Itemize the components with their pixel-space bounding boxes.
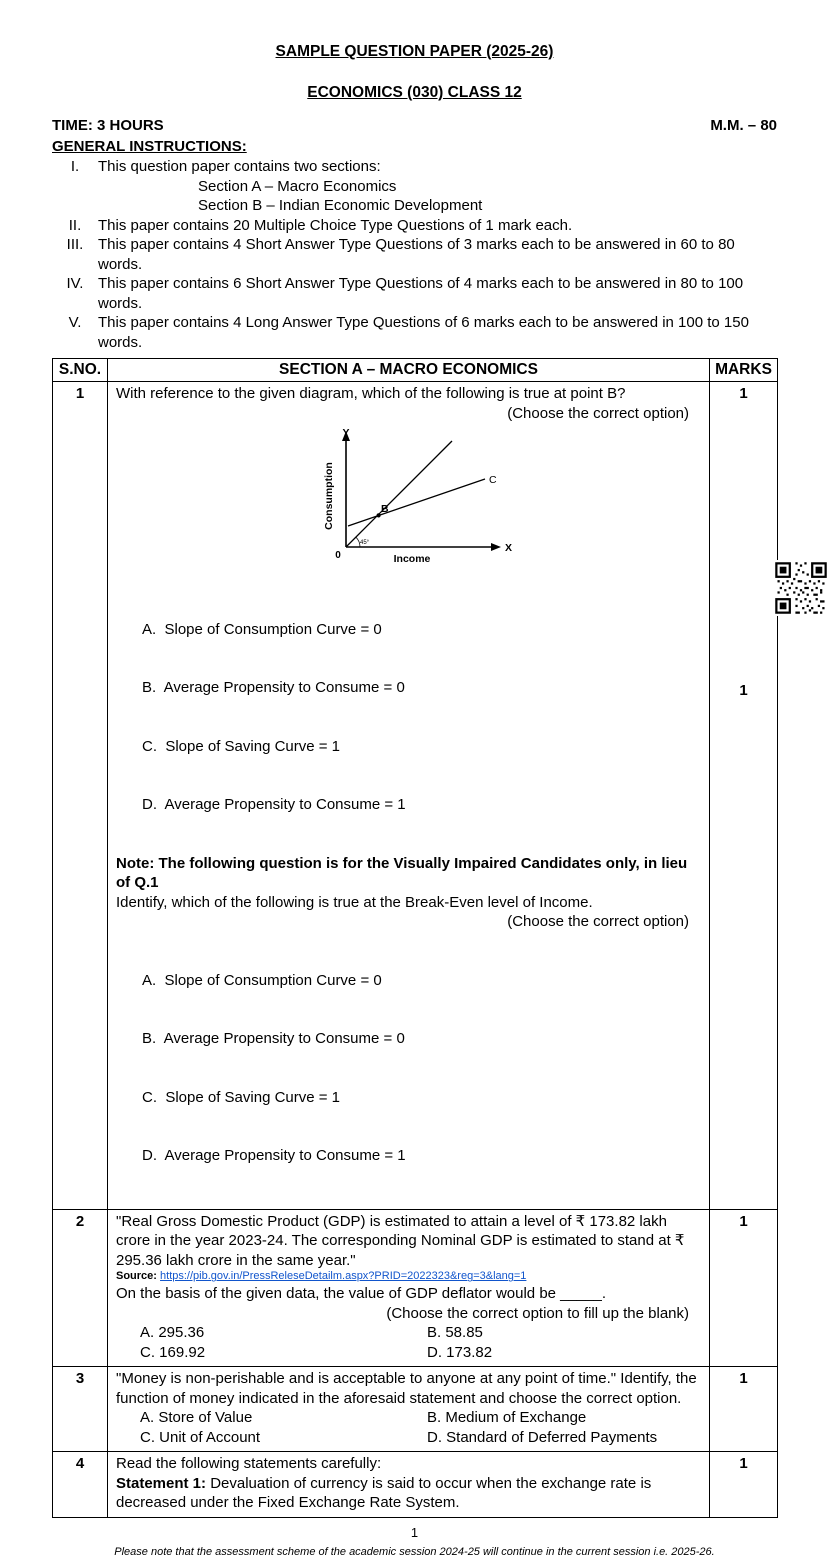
instruction-item (52, 313, 777, 352)
statement-1 (116, 1474, 699, 1513)
instructions-list (52, 157, 777, 352)
option-item: D. 173.82 (427, 1343, 493, 1361)
consumption-curve (348, 479, 485, 526)
col-header-sno: S.NO. (53, 359, 108, 382)
question-intro: Read the following statements carefully: (116, 1455, 382, 1473)
option-item: C. Slope of Saving Curve = 1 (142, 1088, 341, 1106)
source-line (116, 1270, 699, 1284)
option-item: A. 295.36 (140, 1324, 205, 1342)
option-item: A. Slope of Consumption Curve = 0 (142, 620, 382, 638)
option-item: B. Medium of Exchange (427, 1409, 587, 1427)
instruction-numeral: IV. (66, 275, 84, 293)
instruction-text: This question paper contains two sections: (98, 158, 381, 176)
option-item: A. Store of Value (140, 1409, 253, 1427)
instruction-subline: Section B – Indian Economic Development (198, 197, 483, 215)
angle-label: 45° (360, 540, 370, 547)
marks-value: 1 (710, 1209, 778, 1366)
option-item: D. Average Propensity to Consume = 1 (142, 796, 406, 814)
statement-1-text: Devaluation of currency is said to occur when the exchange rate is decreased under the Fixed Exchange Rate System. (116, 1474, 652, 1512)
col-header-section: SECTION A – MACRO ECONOMICS (108, 359, 710, 382)
statement-1-label: Statement 1: (116, 1474, 207, 1492)
instruction-item (52, 235, 777, 274)
options-grid (140, 1408, 699, 1447)
point-b-label: B (381, 503, 389, 516)
doc-subtitle: ECONOMICS (030) CLASS 12 (307, 84, 522, 102)
instruction-text: This paper contains 4 Short Answer Type Questions of 3 marks each to be answered in 60 to 80 words. (98, 236, 735, 273)
instruction-numeral: I. (70, 158, 80, 176)
option-item: A. Slope of Consumption Curve = 0 (142, 971, 382, 989)
choose-option-hint: (Choose the correct option to fill up the blank) (386, 1304, 689, 1322)
col-header-marks: MARKS (710, 359, 778, 382)
general-instructions-heading: GENERAL INSTRUCTIONS: (52, 137, 247, 155)
instruction-subline: Section A – Macro Economics (198, 177, 397, 195)
table-header-row (53, 359, 778, 382)
choose-option-hint: (Choose the correct option) (507, 913, 689, 931)
keynesian-cross-chart (284, 426, 516, 572)
marks-value: 1 (710, 1452, 778, 1518)
curve-c-label: C (489, 474, 497, 487)
question-text: "Real Gross Domestic Product (GDP) is estimated to attain a level of ₹ 173.82 lakh crore in the year 2023-24. The corresponding Nominal GDP is estimated to stand at ₹ 295.36 lakh crore in the same year." (116, 1212, 685, 1269)
option-item: B. 58.85 (427, 1324, 483, 1342)
options-list (142, 581, 699, 854)
option-item: B. Average Propensity to Consume = 0 (142, 679, 405, 697)
instruction-numeral: III. (66, 236, 84, 254)
option-item: B. Average Propensity to Consume = 0 (142, 1030, 405, 1048)
time-label: TIME: 3 HOURS (52, 117, 164, 135)
instruction-numeral: II. (68, 216, 82, 234)
marks-value: 1 (739, 385, 748, 403)
y-axis-label: Y (342, 427, 350, 440)
option-item: C. 169.92 (140, 1343, 206, 1361)
question-text: With reference to the given diagram, which of the following is true at point B? (116, 385, 626, 403)
options-grid (140, 1323, 699, 1362)
income-axis-title: Income (393, 553, 431, 566)
doc-title: SAMPLE QUESTION PAPER (2025-26) (275, 43, 554, 60)
instruction-text: This paper contains 20 Multiple Choice Type Questions of 1 mark each. (98, 216, 573, 234)
option-item: C. Slope of Saving Curve = 1 (142, 737, 341, 755)
question-row-2 (53, 1209, 778, 1366)
page-number: 1 (410, 1524, 419, 1540)
instruction-item (52, 274, 777, 313)
footer-note: Please note that the assessment scheme of the academic session 2024-25 will continue in the current session i.e. 2025-26. (114, 1545, 715, 1558)
instruction-text: This paper contains 6 Short Answer Type Questions of 4 marks each to be answered in 80 to 100 words. (98, 275, 744, 312)
question-row-4 (53, 1452, 778, 1518)
time-marks-row (52, 116, 777, 136)
question-row-3 (53, 1367, 778, 1452)
instruction-item (52, 157, 777, 216)
instruction-text: This paper contains 4 Long Answer Type Questions of 6 marks each to be answered in 100 to 150 words. (98, 314, 749, 351)
question-text: "Money is non-perishable and is acceptable to anyone at any point of time." Identify, the function of money indicated in the aforesaid statement and choose the correct option. (116, 1370, 697, 1407)
visually-impaired-note: Note: The following question is for the Visually Impaired Candidates only, in lieu of Q.1 (116, 854, 688, 892)
origin-label: 0 (335, 550, 341, 562)
45-degree-line (346, 441, 452, 547)
question-number: 3 (53, 1367, 108, 1452)
max-marks-label: M.M. – 80 (710, 117, 777, 135)
consumption-income-diagram (284, 426, 699, 578)
vi-question-text: Identify, which of the following is true at the Break-Even level of Income. (116, 893, 593, 911)
option-item: D. Average Propensity to Consume = 1 (142, 1147, 406, 1165)
question-row-1 (53, 382, 778, 1210)
option-item: D. Standard of Deferred Payments (427, 1428, 658, 1446)
option-item: C. Unit of Account (140, 1428, 261, 1446)
question-table (52, 358, 778, 1517)
choose-option-hint: (Choose the correct option) (507, 404, 689, 422)
options-list (142, 932, 699, 1205)
question-fill-text: On the basis of the given data, the value of GDP deflator would be _____. (116, 1285, 607, 1303)
page-footer (52, 1525, 777, 1559)
source-label: Source: (116, 1270, 157, 1283)
question-number: 4 (53, 1452, 108, 1518)
instruction-numeral: V. (68, 314, 82, 332)
marks-value: 1 (710, 1367, 778, 1452)
source-link[interactable]: https://pib.gov.in/PressReleseDetailm.aspx?PRID=2022323&reg=3&lang=1 (160, 1270, 527, 1283)
marks-value: 1 (739, 682, 748, 700)
instruction-item (52, 216, 777, 236)
question-number: 2 (53, 1209, 108, 1366)
qr-code (775, 560, 827, 622)
x-axis-arrow (491, 543, 501, 551)
x-axis-label: X (505, 542, 513, 555)
consumption-axis-title: Consumption (323, 462, 335, 531)
question-number: 1 (53, 382, 108, 1210)
